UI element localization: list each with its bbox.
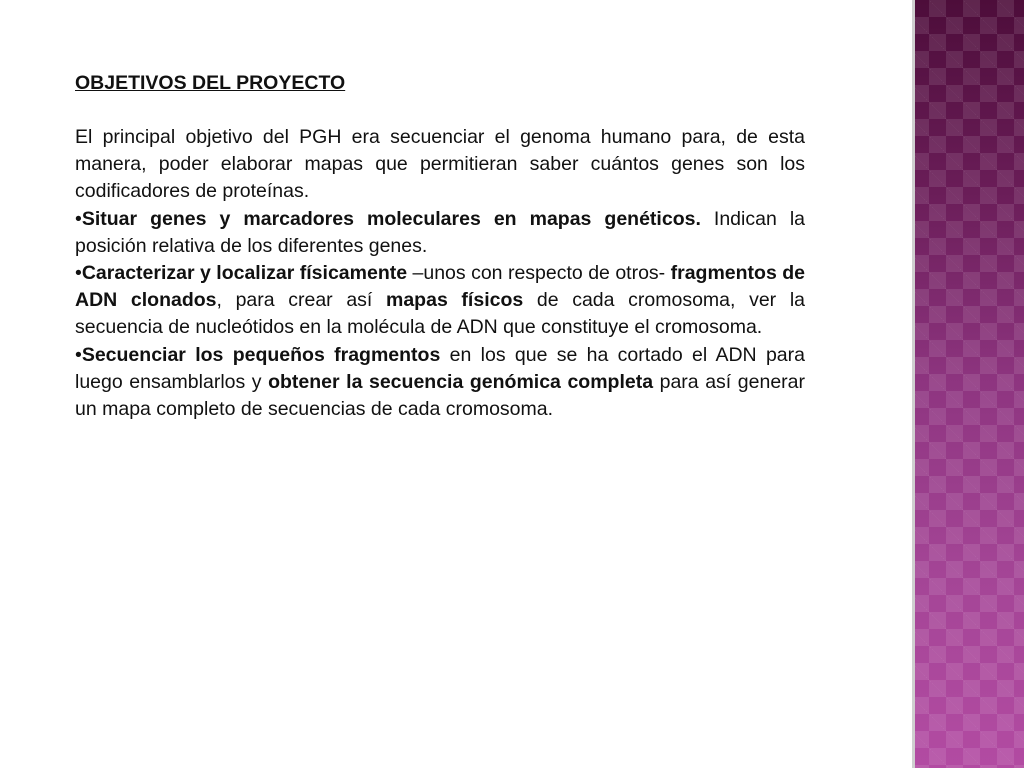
bullet-3-text-1: en los que se ha cortado el ADN para luego ensamblarlos y bbox=[75, 343, 805, 393]
bullet-1-bold: Situar genes y marcadores moleculares en mapas genéticos. bbox=[81, 207, 701, 230]
bullet-2-text-2: , para crear así bbox=[216, 289, 386, 312]
intro-paragraph: El principal objetivo del PGH era secuenciar el genoma humano para, de esta manera, poder elaborar mapas que permitieran saber cuántos genes son los codificadores de proteínas. bbox=[75, 126, 805, 203]
bullet-item-1 bbox=[75, 206, 805, 260]
bullet-2-bold-2: fragmentos de ADN clonados bbox=[75, 262, 806, 312]
bullet-3-bold-2: obtener la secuencia genómica completa bbox=[268, 370, 654, 393]
side-band-divider bbox=[912, 0, 915, 768]
bullet-item-2 bbox=[75, 260, 805, 342]
bullet-item-3 bbox=[75, 342, 805, 424]
bullet-1-text: Indican la posición relativa de los diferentes genes. bbox=[75, 207, 805, 257]
bullet-2-text-3: de cada cromosoma, ver la secuencia de nucleótidos en la molécula de ADN que constituye el cromosoma. bbox=[75, 289, 805, 339]
bullet-2-text-1: –unos con respecto de otros- bbox=[407, 262, 671, 285]
bullet-marker: • bbox=[75, 262, 82, 285]
bullet-2-bold-3: mapas físicos bbox=[386, 289, 524, 312]
bullet-2-bold-1: Caracterizar y localizar físicamente bbox=[81, 262, 408, 285]
bullet-marker: • bbox=[75, 343, 82, 366]
decorative-side-band bbox=[912, 0, 1024, 768]
bullet-marker: • bbox=[75, 207, 82, 230]
bullet-3-text-2: para así generar un mapa completo de secuencias de cada cromosoma. bbox=[75, 370, 805, 421]
slide-title: OBJETIVOS DEL PROYECTO bbox=[75, 72, 346, 94]
slide-content bbox=[75, 70, 805, 423]
bullet-3-bold-1: Secuenciar los pequeños fragmentos bbox=[81, 343, 441, 366]
